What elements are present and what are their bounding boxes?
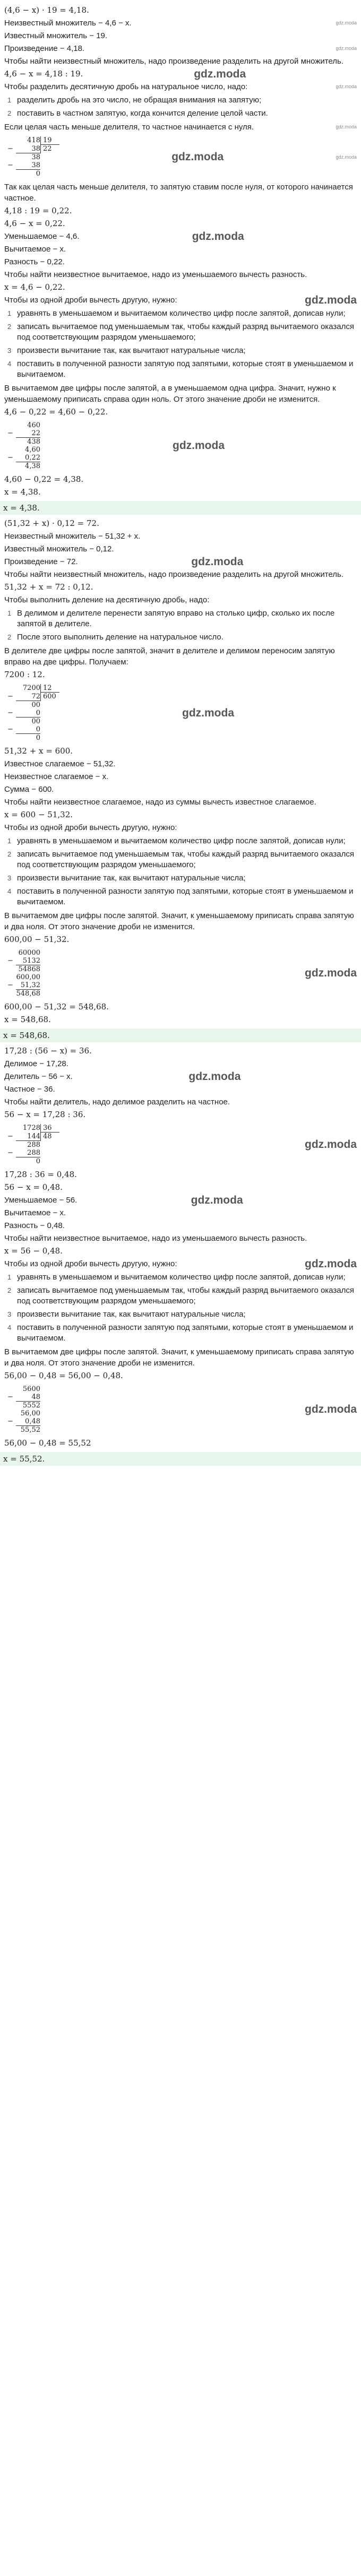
step-item: 2 поставить в частном запятую, когда кончится деление целой части. <box>7 109 268 118</box>
step-x2: 56,00 − 0,48 = 56,00 − 0,48. <box>4 1371 123 1380</box>
step-x: x = 4,6 − 0,22. <box>4 282 65 292</box>
sum: Сумма − 600. <box>4 785 54 794</box>
sub-rule: Чтобы найти неизвестное вычитаемое, надо из уменьшаемого вычесть разность. <box>4 1234 307 1243</box>
divisor: Делитель − 56 − x. <box>4 1072 73 1081</box>
rule: Чтобы найти неизвестный множитель, надо произведение разделить на другой множитель. <box>4 570 344 579</box>
add-rule: Чтобы найти неизвестное слагаемое, надо из суммы вычесть известное слагаемое. <box>4 798 316 807</box>
step-item: 3 произвести вычитание так, как вычитают натуральные числа; <box>7 1310 246 1319</box>
frac-rule: Чтобы из одной дроби вычесть другую, нужно: <box>4 1259 177 1268</box>
step-item: 1 уравнять в уменьшаемом и вычитаемом количество цифр после запятой, дописав нули; <box>7 309 346 318</box>
step-item: 1 уравнять в уменьшаемом и вычитаемом количество цифр после запятой, дописав нули; <box>7 836 346 845</box>
result: 56 − x = 0,48. <box>4 1182 63 1192</box>
known-factor: Известный множитель − 0,12. <box>4 544 114 554</box>
decimal-rule: Чтобы выполнить деление на десятичную дробь, надо: <box>4 595 210 604</box>
long-division: 7200 12 − 72 600 00 − 0 00 − 0 0 <box>7 684 59 742</box>
watermark-small: gdz.moda <box>336 154 357 160</box>
result: x = 548,68. <box>4 1015 51 1024</box>
step-x: x = 56 − 0,48. <box>4 1246 63 1256</box>
note: В вычитаемом две цифры после запятой, а в уменьшаемом одна цифра. Значит, нужно к уменьшаемому приписать справа один ноль. От этого значение дроби не изменится. <box>4 384 336 404</box>
step-item: 3 произвести вычитание так, как вычитают натуральные числа; <box>7 346 246 355</box>
watermark: gdz.moda <box>171 151 224 163</box>
note: В вычитаемом две цифры после запятой. Значит, к уменьшаемому приписать справа запятую и два ноля. От этого значение дроби не изменится. <box>4 911 354 931</box>
known-factor: Известный множитель − 19. <box>4 31 108 40</box>
column-subtraction: 60000 − 5132 54868 600,00 − 51,32 548,68 <box>7 949 40 998</box>
answer: x = 55,52. <box>0 1452 361 1466</box>
product: Произведение − 72. <box>4 557 78 566</box>
step-2: 7200 : 12. <box>4 670 45 679</box>
result: 17,28 : 36 = 0,48. <box>4 1170 77 1179</box>
step-item: 2 После этого выполнить деление на натуральное число. <box>7 633 224 642</box>
subtrahend: Вычитаемое − x. <box>4 245 66 254</box>
watermark-small: gdz.moda <box>336 84 357 89</box>
problem-3 <box>4 1045 357 1466</box>
problem-2 <box>4 518 357 1042</box>
long-division: 418 19 − 38 22 38 − 38 0 <box>7 136 59 178</box>
watermark: gdz.moda <box>188 1070 241 1083</box>
watermark: gdz.moda <box>173 439 225 452</box>
watermark: gdz.moda <box>191 556 244 568</box>
note: В вычитаемом две цифры после запятой. Значит, к уменьшаемому приписать справа запятую и два ноля. От этого значение дроби не изменится. <box>4 1347 354 1368</box>
sub-rule: Чтобы найти неизвестное вычитаемое, надо из уменьшаемого вычесть разность. <box>4 270 307 279</box>
note: В делителе две цифры после запятой, значит в делителе и делимом переносим запятую вправо на две цифры. Получаем: <box>4 646 335 667</box>
step-item: 3 произвести вычитание так, как вычитают натуральные числа; <box>7 874 246 883</box>
product: Произведение − 4,18. <box>4 44 85 53</box>
unknown-factor: Неизвестный множитель − 4,6 − x. <box>4 19 132 28</box>
quotient: Частное − 36. <box>4 1085 55 1094</box>
step-item: 4 поставить в полученной разности запятую под запятыми, которые стоят в уменьшаемом и вычитаемом. <box>7 359 354 379</box>
result: 51,32 + x = 600. <box>4 746 73 756</box>
watermark-small: gdz.moda <box>336 124 357 129</box>
column-subtraction: 460 − 22 438 4,60 − 0,22 4,38 <box>7 421 40 470</box>
frac-rule: Чтобы из одной дроби вычесть другую, нужно: <box>4 823 177 832</box>
equation: 17,28 : (56 − x) = 36. <box>4 1046 92 1056</box>
step-item: 4 поставить в полученной разности запятую под запятыми, которые стоят в уменьшаемом и вычитаемом. <box>7 887 354 906</box>
difference: Разность − 0,48. <box>4 1221 65 1230</box>
minuend: Уменьшаемое − 4,6. <box>4 232 80 241</box>
equation: (4,6 − x) · 19 = 4,18. <box>4 5 89 15</box>
watermark: gdz.moda <box>305 1138 357 1151</box>
result: 4,6 − x = 0,22. <box>4 219 65 228</box>
watermark: gdz.moda <box>182 706 234 719</box>
step-x: x = 600 − 51,32. <box>4 810 73 819</box>
result: 600,00 − 51,32 = 548,68. <box>4 1002 109 1012</box>
watermark: gdz.moda <box>305 294 357 306</box>
result: 4,60 − 0,22 = 4,38. <box>4 474 84 484</box>
subtrahend: Вычитаемое − x. <box>4 1208 66 1217</box>
minuend: Уменьшаемое − 56. <box>4 1196 78 1205</box>
step-item: 1 разделить дробь на это число, не обращая внимания на запятую; <box>7 96 262 105</box>
step-equation: 56 − x = 17,28 : 36. <box>4 1110 86 1119</box>
watermark: gdz.moda <box>305 1403 357 1415</box>
answer: x = 4,38. <box>0 501 361 515</box>
step-item: 4 поставить в полученной разности запятую под запятыми, которые стоят в уменьшаемом и вычитаемом. <box>7 1323 354 1343</box>
step-x2: 600,00 − 51,32. <box>4 935 70 944</box>
known-addend: Известное слагаемое − 51,32. <box>4 759 116 768</box>
answer: x = 548,68. <box>0 1028 361 1042</box>
step-item: 2 записать вычитаемое под уменьшаемым так, чтобы каждый разряд вычитаемого оказался под соответствующим разрядом уменьшаемого; <box>7 322 354 342</box>
watermark-small: gdz.moda <box>336 46 357 51</box>
unknown-addend: Неизвестное слагаемое − x. <box>4 772 109 781</box>
zero-rule: Если целая часть меньше делителя, то частное начинается с нуля. <box>4 123 254 132</box>
equation: (51,32 + x) · 0,12 = 72. <box>4 518 99 528</box>
step-item: 2 записать вычитаемое под уменьшаемым так, чтобы каждый разряд вычитаемого оказался под соответствующим разрядом уменьшаемого; <box>7 850 354 869</box>
step-item: 1 В делимом и делителе перенести запятую вправо на столько цифр, сколько их после запятой в делителе. <box>7 609 335 628</box>
rule: Чтобы найти неизвестный множитель, надо произведение разделить на другой множитель. <box>4 57 344 66</box>
comma-rule: Так как целая часть меньше делителя, то запятую ставим после нуля, от которого начинается частное. <box>4 183 353 203</box>
result: 4,18 : 19 = 0,22. <box>4 206 72 215</box>
dividend: Делимое − 17,28. <box>4 1059 68 1068</box>
step-item: 2 записать вычитаемое под уменьшаемым так, чтобы каждый разряд вычитаемого оказался под соответствующим разрядом уменьшаемого; <box>7 1286 354 1306</box>
column-subtraction: 5600 − 48 5552 56,00 − 0,48 55,52 <box>7 1385 40 1434</box>
frac-rule: Чтобы из одной дроби вычесть другую, нужно: <box>4 296 177 305</box>
difference: Разность − 0,22. <box>4 257 65 266</box>
step-x2: 4,6 − 0,22 = 4,60 − 0,22. <box>4 407 108 417</box>
result: 56,00 − 0,48 = 55,52 <box>4 1438 91 1448</box>
rule: Чтобы найти делитель, надо делимое разделить на частное. <box>4 1097 230 1107</box>
watermark: gdz.moda <box>194 68 246 80</box>
watermark-small: gdz.moda <box>336 20 357 25</box>
decimal-rule: Чтобы разделить десятичную дробь на натуральное число, надо: <box>4 82 248 91</box>
step-equation: 4,6 − x = 4,18 : 19. <box>4 69 83 79</box>
watermark: gdz.moda <box>192 230 244 243</box>
step-equation: 51,32 + x = 72 : 0,12. <box>4 582 93 592</box>
problem-1 <box>4 5 357 515</box>
long-division: 1728 36 − 144 48 288 − 288 0 <box>7 1124 59 1165</box>
watermark: gdz.moda <box>305 1258 357 1270</box>
result: x = 4,38. <box>4 487 41 497</box>
unknown-factor: Неизвестный множитель − 51,32 + x. <box>4 532 141 541</box>
step-item: 1 уравнять в уменьшаемом и вычитаемом количество цифр после запятой, дописав нули; <box>7 1273 346 1282</box>
watermark: gdz.moda <box>305 967 357 979</box>
watermark: gdz.moda <box>191 1194 243 1206</box>
